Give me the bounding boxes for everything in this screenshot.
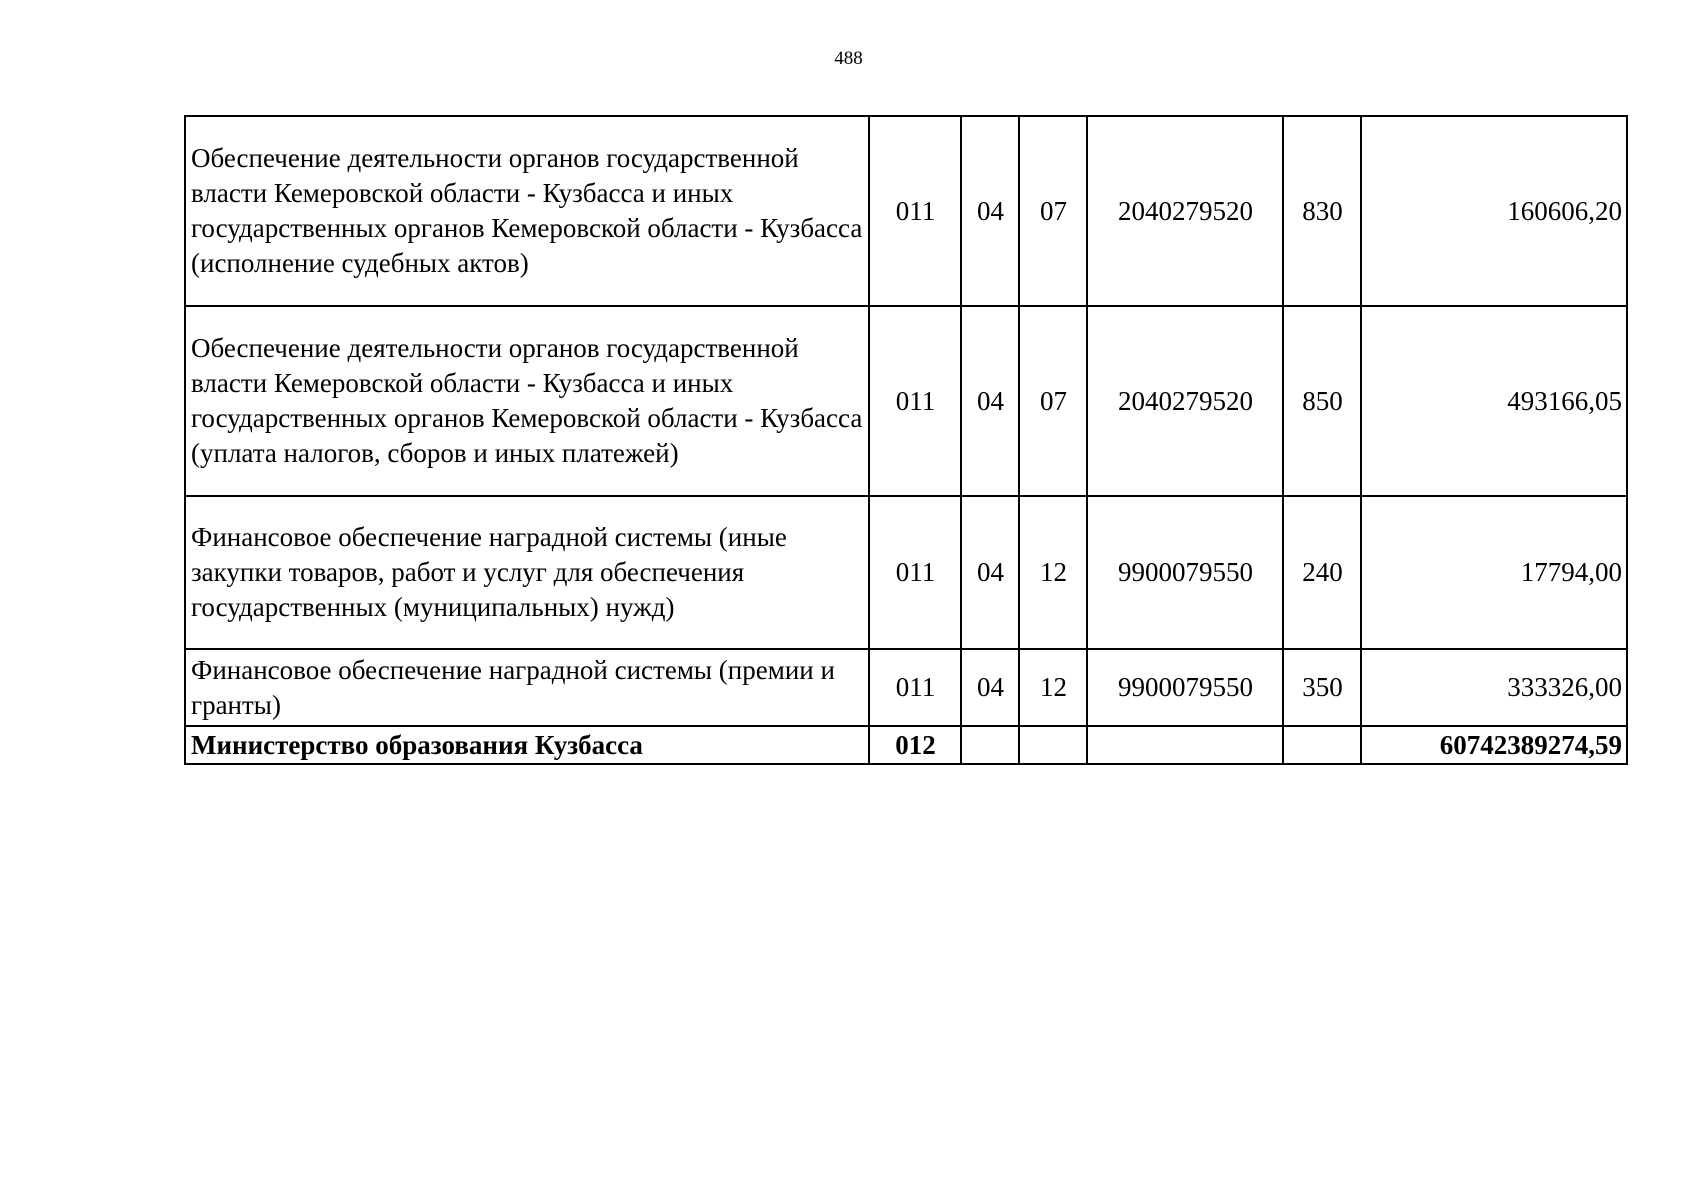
row-amount: 160606,20 [1361,116,1627,306]
row-subsection-code: 12 [1019,496,1087,649]
row-target-article: 2040279520 [1087,116,1283,306]
page-number: 488 [834,48,863,69]
total-ministry-code: 012 [869,726,961,764]
row-description: Обеспечение деятельности органов государственной власти Кемеровской области - Кузбасса и иных государственных органов Кемеровской области - Кузбасса (исполнение судебных актов) [185,116,869,306]
row-subsection-code: 12 [1019,649,1087,726]
row-amount: 493166,05 [1361,306,1627,496]
total-amount: 60742389274,59 [1361,726,1627,764]
row-description: Финансовое обеспечение наградной системы (премии и гранты) [185,649,869,726]
row-section-code: 04 [961,649,1019,726]
row-expense-type: 350 [1283,649,1361,726]
row-description: Финансовое обеспечение наградной системы (иные закупки товаров, работ и услуг для обеспечения государственных (муниципальных) нужд) [185,496,869,649]
row-amount: 333326,00 [1361,649,1627,726]
table-row [185,116,1627,306]
row-ministry-code: 011 [869,116,961,306]
row-expense-type: 830 [1283,116,1361,306]
total-target-article [1087,726,1283,764]
row-subsection-code: 07 [1019,116,1087,306]
row-section-code: 04 [961,496,1019,649]
row-ministry-code: 011 [869,649,961,726]
row-target-article: 9900079550 [1087,496,1283,649]
row-section-code: 04 [961,306,1019,496]
total-description: Министерство образования Кузбасса [185,726,869,764]
row-expense-type: 240 [1283,496,1361,649]
total-section-code [961,726,1019,764]
total-subsection-code [1019,726,1087,764]
row-target-article: 2040279520 [1087,306,1283,496]
row-target-article: 9900079550 [1087,649,1283,726]
table-row [185,306,1627,496]
row-amount: 17794,00 [1361,496,1627,649]
row-expense-type: 850 [1283,306,1361,496]
total-expense-type [1283,726,1361,764]
budget-table [184,115,1628,765]
row-subsection-code: 07 [1019,306,1087,496]
total-row [185,726,1627,764]
row-description: Обеспечение деятельности органов государственной власти Кемеровской области - Кузбасса и иных государственных органов Кемеровской области - Кузбасса (уплата налогов, сборов и иных платежей) [185,306,869,496]
row-ministry-code: 011 [869,306,961,496]
table-row [185,649,1627,726]
table-row [185,496,1627,649]
row-section-code: 04 [961,116,1019,306]
row-ministry-code: 011 [869,496,961,649]
